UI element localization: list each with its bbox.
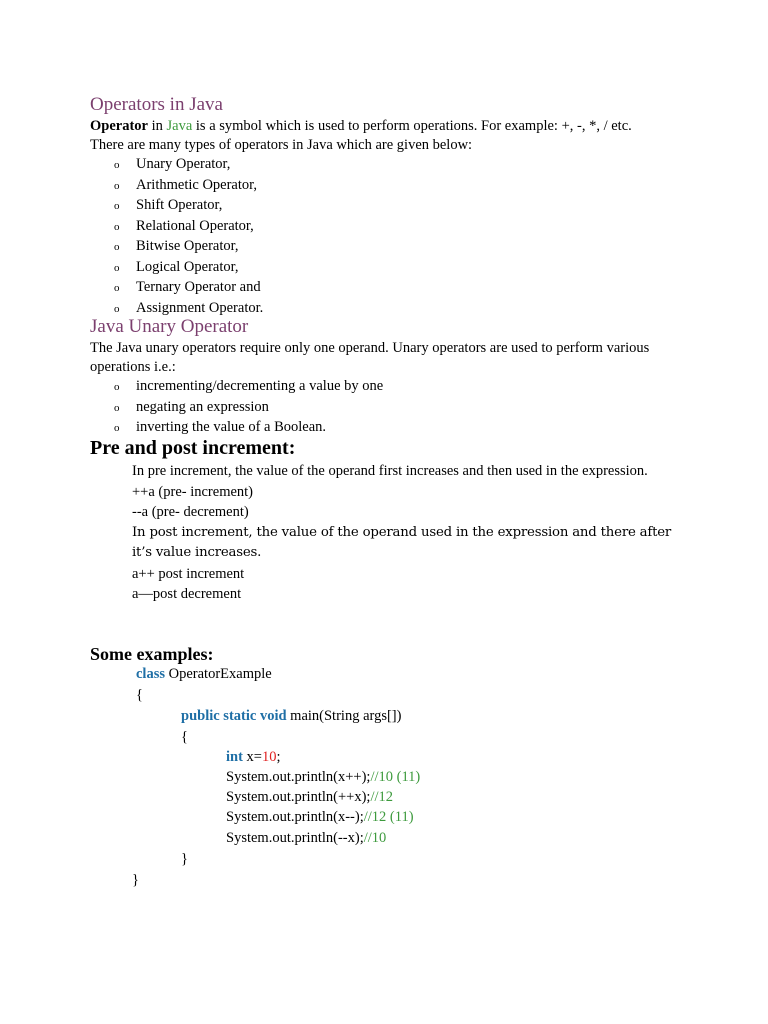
post-increment-example: a++ post increment [132, 565, 245, 582]
bullet-icon: o [114, 401, 120, 414]
code-statement: System.out.println(++x);//12 [226, 789, 393, 805]
bullet-icon: o [114, 159, 120, 171]
method-signature: main(String args[]) [286, 708, 402, 724]
heading-operators-in-java: Operators in Java [90, 94, 223, 115]
list-item: o Bitwise Operator, [110, 236, 263, 257]
unary-uses-list [110, 376, 383, 438]
list-item: o Logical Operator, [110, 257, 263, 278]
list-item: o Relational Operator, [110, 216, 263, 237]
bullet-icon: o [114, 179, 120, 192]
keyword-method-modifiers: public static void [181, 708, 287, 724]
heading-some-examples: Some examples: [90, 644, 214, 664]
class-name: OperatorExample [165, 666, 272, 682]
code-declaration-line: int x=10; [226, 749, 281, 765]
intro-paragraph [90, 117, 690, 155]
java-link-word: Java [166, 118, 193, 134]
pre-increment-text: In pre increment, the value of the operand first increases and then used in the expression. [132, 463, 648, 479]
bullet-icon: o [114, 282, 120, 294]
code-statement: System.out.println(x++);//10 (11) [226, 769, 421, 785]
bullet-icon: o [114, 241, 120, 253]
bullet-icon: o [114, 302, 120, 315]
list-item: o Arithmetic Operator, [110, 175, 263, 196]
code-close-brace: } [132, 872, 139, 888]
list-item: o inverting the value of a Boolean. [110, 417, 383, 438]
operator-types-list [110, 154, 263, 318]
pre-increment-example: ++a (pre- increment) [132, 483, 254, 500]
code-open-brace: { [136, 687, 143, 703]
intro-rest: is a symbol which is used to perform operations. For example: +, -, *, / etc. [192, 118, 632, 134]
code-method-line [181, 706, 401, 727]
heading-java-unary-operator: Java Unary Operator [90, 316, 249, 337]
intro-in: in [147, 118, 167, 134]
pre-post-explanation [132, 461, 692, 605]
pre-decrement-example: --a (pre- decrement) [132, 504, 249, 520]
intro-line-2: There are many types of operators in Java which are given below: [90, 137, 473, 153]
code-method-close-brace: } [181, 851, 188, 867]
bullet-icon: o [114, 261, 120, 274]
code-statement: System.out.println(--x);//10 [226, 830, 387, 846]
code-comment: //12 (11) [363, 809, 414, 825]
list-item: o Shift Operator, [110, 195, 263, 216]
code-method-open-brace: { [181, 729, 188, 745]
code-class-line [136, 664, 272, 685]
number-literal: 10 [261, 749, 277, 765]
code-comment: //10 [363, 830, 387, 846]
unary-description: The Java unary operators require only one operand. Unary operators are used to perform various operations i.e.: [90, 340, 650, 375]
post-increment-text: In post increment, the value of the operand used in the expression and there after it’s value increases. [132, 524, 672, 560]
bullet-icon: o [114, 381, 120, 393]
list-item: o incrementing/decrementing a value by one [110, 376, 383, 397]
list-item: o Unary Operator, [110, 154, 263, 175]
post-decrement-example: a—post decrement [132, 586, 242, 602]
operator-bold-word: Operator [90, 118, 148, 134]
code-comment: //10 (11) [370, 769, 421, 785]
keyword-int: int [226, 749, 243, 765]
list-item: o Assignment Operator. [110, 298, 263, 319]
list-item: o negating an expression [110, 397, 383, 418]
keyword-class: class [136, 666, 165, 682]
code-comment: //12 [370, 789, 393, 805]
bullet-icon: o [114, 200, 120, 212]
code-statement: System.out.println(x--);//12 (11) [226, 809, 414, 825]
bullet-icon: o [114, 220, 120, 233]
list-item: o Ternary Operator and [110, 277, 263, 298]
heading-pre-post-increment: Pre and post increment: [90, 437, 296, 459]
bullet-icon: o [114, 422, 120, 434]
